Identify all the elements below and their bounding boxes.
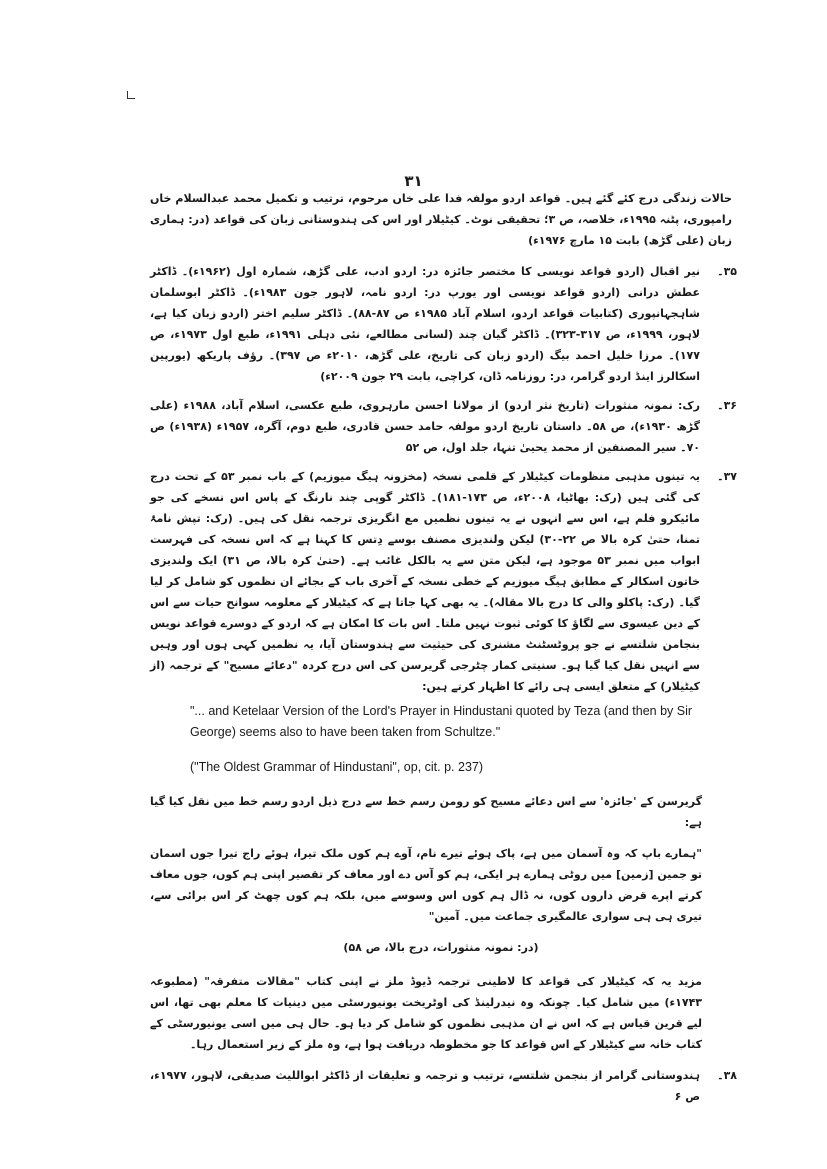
closing-paragraph: مزید یہ کہ کیٹیلار کی قواعد کا لاطینی ترجمہ ڈیوڈ ملز نے اپنی کتاب "مقالات متفرقہ" (مطبوعہ ۱۷۴۳ء) میں شامل کیا۔ چونکہ وہ نیدرلینڈ کی اوٹریخت یونیورسٹی میں دینیات کا معلم بھی تھا، اس لیے قرین قیاس ہے کہ اس نے ان مذہبی نظموں کو شامل کر دیا ہو۔ حال ہی میں اسی یونیورسٹی کے کتاب خانہ سے کیٹیلار کے اس قواعد کا جو مخطوطہ دریافت ہوا ہے، وہ ملز کے زیر استعمال رہا۔: [150, 975, 702, 1051]
footnote-text: یہ تینوں مذہبی منظومات کیٹیلار کے قلمی نسخہ (مخزونہ ہیگ میوزیم) کے باب نمبر ۵۳ کے تحت درج کی گئی ہیں (رک: بھاٹیا، ۲۰۰۸ء، ص ۱۷۳-۱۸۱)۔ ڈاکٹر گوپی چند نارنگ کے پاس اس نسخے کی جو مائیکرو فلم ہے، اس سے انہوں نے یہ تینوں نظمیں مع انگریزی ترجمہ نقل کی ہیں۔ (رک: تپش نامۂ تمنا، حتیٰ کرہ بالا ص ۲۲-۳۰) لیکن ولندیزی مصنف بوسے دِتس کا کہنا ہے کہ اس نسخہ کی فہرست ابواب میں نمبر ۵۳ موجود ہے، لیکن متن سے یہ بالکل غائب ہے۔ (حتیٰ کرہ بالا، ص ۳۱) ایک ولندیزی خاتون اسکالر کے مطابق ہیگ میوزیم کے خطی نسخہ کے آخری باب کے بجائے ان نظموں کو شامل کر لیا گیا۔ (رک: پاکلو والی کا درج بالا مقالہ)۔ یہ بھی کہا جاتا ہے کہ کیٹیلار کے معلومہ سوانح حیات سے اس کے دین عیسوی سے لگاؤ کا کوئی ثبوت نہیں ملتا۔ اس بات کا امکان ہے کہ اردو کے دوسرے قواعد نویس بنجامن شلتسے نے جو پروٹسٹنٹ مشنری کی حیثیت سے ہندوستان آیا، یہ نظمیں کہی ہوں اور وہیں سے انہیں نقل کیا گیا ہو۔ سنیتی کمار چٹرجی گریرسن کی اس درج کردہ "دعائے مسیح" کے ترجمہ (از کیٹیلار) کے متعلق ایسی ہی رائے کا اظہار کرتے ہیں:: [150, 470, 701, 693]
prayer-source: (در: نمونہ منثورات، درج بالا، ص ۵۸): [343, 941, 539, 954]
english-quote: "... and Ketelaar Version of the Lord's Prayer in Hindustani quoted by Teza (and then by Sir George) seems also to have been taken from Schultze.": [190, 704, 693, 739]
continuation-paragraph: حالات زندگی درج کئے گئے ہیں۔ قواعد اردو مولفہ فدا علی خاں مرحوم، ترتیب و تکمیل محمد عبدالسلام خاں رامپوری، پٹنہ ۱۹۹۵ء، خلاصہ، ص ۳؛ تحقیقی نوٹ۔ کیٹیلار اور اس کی ہندوستانی زبان کی قواعد (در: ہماری زبان (علی گڑھ) بابت ۱۵ مارچ ۱۹۷۶ء): [150, 192, 733, 247]
page-content: [150, 188, 737, 1107]
crop-mark: [127, 91, 135, 99]
footnote-number: ۳۷۔: [717, 470, 737, 483]
footnote-number: ۳۸۔: [717, 1069, 737, 1082]
footnote-text: نیر اقبال (اردو قواعد نویسی کا مختصر جائزہ در: اردو ادب، علی گڑھ، شمارہ اول (۱۹۶۲ء)۔ ڈاکٹر عطش درانی (اردو قواعد نویسی اور یورپ در: اردو نامہ، لاہور جون ۱۹۸۳ء)۔ ڈاکٹر ابوسلمان شاہجہانپوری (کتابیات قواعد اردو، اسلام آباد ۱۹۸۵ء ص ۸۷-۸۸)۔ ڈاکٹر سلیم اختر (اردو زبان کیا ہے، لاہور، ۱۹۹۹ء، ص ۳۱۷-۳۲۳)۔ ڈاکٹر گیان چند (لسانی مطالعے، نئی دہلی ۱۹۹۱ء، طبع اول ۱۹۷۳ء، ص ۱۷۷)۔ مرزا خلیل احمد بیگ (اردو زبان کی تاریخ، علی گڑھ، ۲۰۱۰ء ص ۳۹۷)۔ رؤف پاریکھ (یورپین اسکالرز اینڈ اردو گرامر، در: روزنامہ ڈان، کراچی، بابت ۲۹ جون ۲۰۰۹ء): [150, 265, 701, 383]
english-citation: ("The Oldest Grammar of Hindustani", op, cit. p. 237): [190, 760, 484, 774]
footnote-36: [150, 395, 737, 458]
footnote-35: [150, 261, 737, 387]
footnote-37: [150, 466, 737, 697]
prayer-text: "ہمارے باپ کہ وہ آسمان میں ہے، پاک ہوئے تیرے نام، آوے ہم کوں ملک تیرا، ہوئے راج تیرا جوں اسمان تو جمین [زمین] میں روٹی ہمارے ہر ایکی، ہم کو آس دے اور معاف کر تقصیر اپنی ہم کوں، جوں معاف کرتے اپرے قرض داروں کوں، نہ ڈال ہم کوں اس وسوسے میں، بلکہ ہم کوں چھٹ کر اس برائی سے، تیری ہی ہی سواری عالمگیری جماعت میں۔ آمین": [150, 847, 702, 923]
footnote-text: رک: نمونہ منثورات (تاریخ نثر اردو) از مولانا احسن مارہروی، طبع عکسی، اسلام آباد، ۱۹۸۸ء (علی گڑھ ۱۹۳۰ء)، ص ۵۸۔ داستان تاریخ اردو مولفہ حامد حسن قادری، طبع دوم، آگرہ، ۱۹۵۷ء (۱۹۳۸ء) ص ۷۰۔ سیر المصنفین از محمد یحییٰ تنہا، جلد اول، ص ۵۲: [150, 399, 701, 454]
grierson-intro: گریرسن کے 'جائزہ' سے اس دعائے مسیح کو رومن رسم خط سے درج ذیل اردو رسم خط میں نقل کیا گیا ہے:: [150, 795, 702, 829]
footnote-38: [150, 1065, 737, 1107]
page-number: ۳۱: [404, 172, 423, 190]
footnote-number: ۳۵۔: [717, 265, 737, 278]
footnote-number: ۳۶۔: [717, 399, 737, 412]
footnote-text: ہندوستانی گرامر از بنجمن شلتسے، ترتیب و ترجمہ و تعلیقات از ڈاکٹر ابواللیث صدیقی، لاہور، ۱۹۷۷ء، ص ۶: [150, 1069, 700, 1103]
